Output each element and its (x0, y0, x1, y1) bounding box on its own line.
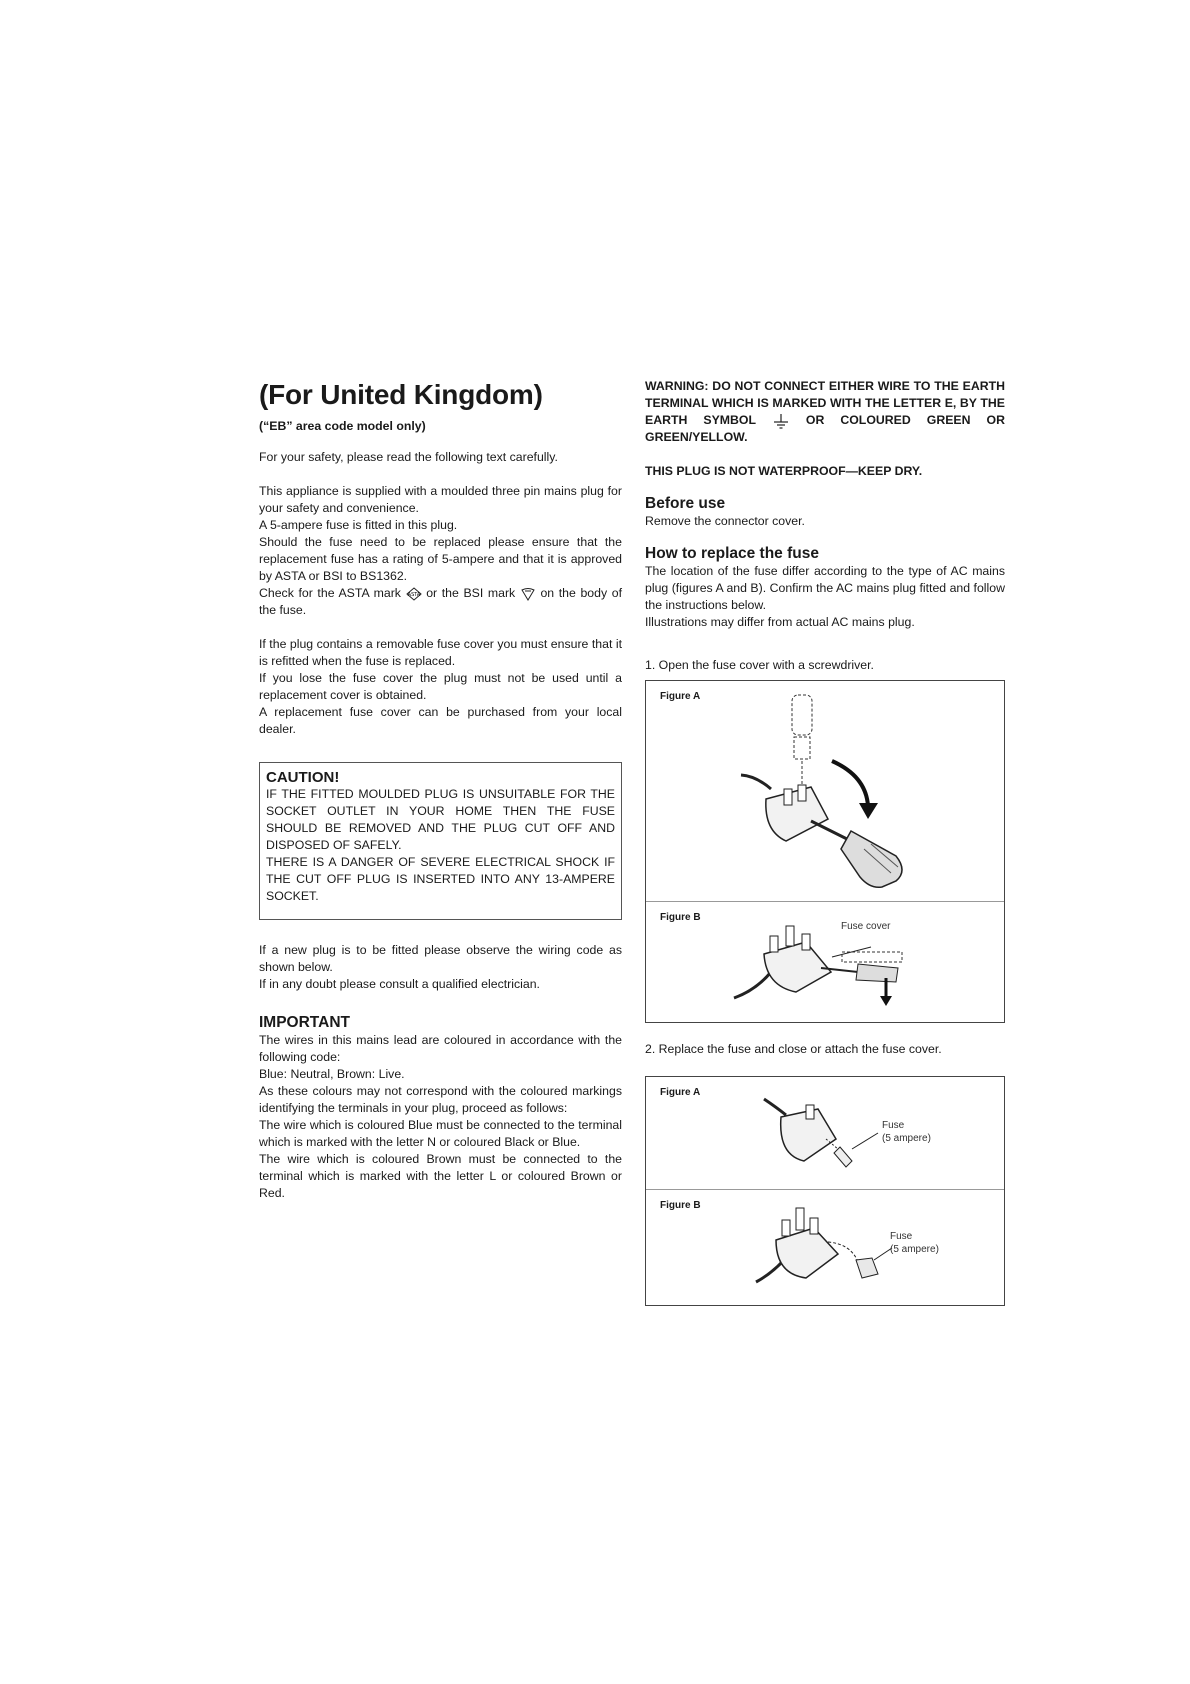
step-1-figures (645, 680, 1005, 1023)
important-line-2: Blue: Neutral, Brown: Live. (259, 1067, 405, 1081)
figure-label: Figure A (660, 1087, 701, 1098)
new-plug-info-2: If in any doubt please consult a qualified electrician. (259, 977, 540, 991)
earth-symbol-icon (772, 413, 790, 429)
fuse-cover-info-3: A replacement fuse cover can be purchased from your local dealer. (259, 705, 622, 736)
step-1-figure-b (646, 901, 1004, 1022)
plug-info-2: A 5-ampere fuse is fitted in this plug. (259, 518, 458, 532)
step-2-figure-a (646, 1077, 1004, 1189)
fuse-label-a: Fuse (5 ampere) (882, 1120, 931, 1144)
figure-label: Figure A (660, 691, 701, 702)
before-use-heading: Before use (645, 495, 726, 512)
step-1-figure-a (646, 681, 1004, 901)
caution-line-2: THERE IS A DANGER OF SEVERE ELECTRICAL SHOCK IF THE CUT OFF PLUG IS INSERTED INTO ANY 13-AMPERE SOCKET. (266, 855, 615, 903)
model-subtitle: (“EB” area code model only) (259, 419, 426, 433)
right-column (645, 378, 1005, 1306)
asta-mark-icon (406, 587, 422, 601)
caution-line-1: IF THE FITTED MOULDED PLUG IS UNSUITABLE FOR THE SOCKET OUTLET IN YOUR HOME THEN THE FUSE SHOULD BE REMOVED AND THE PLUG CUT OFF AND DISPOSED OF SAFELY. (266, 787, 615, 852)
earth-warning: WARNING: DO NOT CONNECT EITHER WIRE TO THE EARTH TERMINAL WHICH IS MARKED WITH THE LETTER E, BY THE EARTH SYMBOL OR COLOURED GREEN OR GREEN/YELLOW. (645, 379, 1005, 444)
caution-heading: CAUTION! (266, 769, 340, 786)
not-waterproof-notice: THIS PLUG IS NOT WATERPROOF—KEEP DRY. (645, 464, 923, 478)
how-to-heading: How to replace the fuse (645, 545, 819, 562)
important-line-3: As these colours may not correspond with the coloured markings identifying the terminals in your plug, proceed as follows: (259, 1084, 622, 1115)
step-1-text: 1. Open the fuse cover with a screwdriver. (645, 658, 874, 672)
how-to-line-1: The location of the fuse differ according to the type of AC mains plug (figures A and B). Confirm the AC mains plug fitted and follow the instructions below. (645, 564, 1005, 612)
bsi-kitemark-icon (520, 587, 536, 601)
svg-text:ASTA: ASTA (407, 591, 420, 598)
before-use-text: Remove the connector cover. (645, 514, 805, 528)
figure-label: Figure B (660, 1200, 701, 1211)
plug-info-3: Should the fuse need to be replaced please ensure that the replacement fuse has a rating of 5-ampere and that it is approved by ASTA or BSI to BS1362. (259, 535, 622, 583)
fuse-cover-label: Fuse cover (841, 921, 891, 932)
important-heading: IMPORTANT (259, 1014, 350, 1031)
plug-info-1: This appliance is supplied with a moulded three pin mains plug for your safety and convenience. (259, 484, 622, 515)
figure-label: Figure B (660, 912, 701, 923)
step-2-text: 2. Replace the fuse and close or attach the fuse cover. (645, 1042, 942, 1056)
intro-text: For your safety, please read the following text carefully. (259, 450, 558, 464)
fuse-cover-info-1: If the plug contains a removable fuse cover you must ensure that it is refitted when the fuse is replaced. (259, 637, 622, 668)
page-title: (For United Kingdom) (259, 379, 543, 410)
step-2-figures (645, 1076, 1005, 1306)
check-mark-text: Check for the ASTA mark ASTA or the BSI mark on the body of the fuse. (259, 586, 623, 617)
caution-box (259, 762, 622, 920)
important-line-1: The wires in this mains lead are coloured in accordance with the following code: (259, 1033, 622, 1064)
important-line-5: The wire which is coloured Brown must be connected to the terminal which is marked with the letter L or coloured Brown or Red. (259, 1152, 622, 1200)
important-line-4: The wire which is coloured Blue must be connected to the terminal which is marked with the letter N or coloured Black or Blue. (259, 1118, 622, 1149)
new-plug-info-1: If a new plug is to be fitted please observe the wiring code as shown below. (259, 943, 622, 974)
left-column (259, 378, 622, 1202)
screwdriver-plug-illustration (646, 681, 1004, 901)
fuse-cover-info-2: If you lose the fuse cover the plug must not be used until a replacement cover is obtained. (259, 671, 622, 702)
step-2-figure-b (646, 1189, 1004, 1305)
how-to-line-2: Illustrations may differ from actual AC mains plug. (645, 615, 915, 629)
fuse-label-b: Fuse (5 ampere) (890, 1231, 939, 1255)
